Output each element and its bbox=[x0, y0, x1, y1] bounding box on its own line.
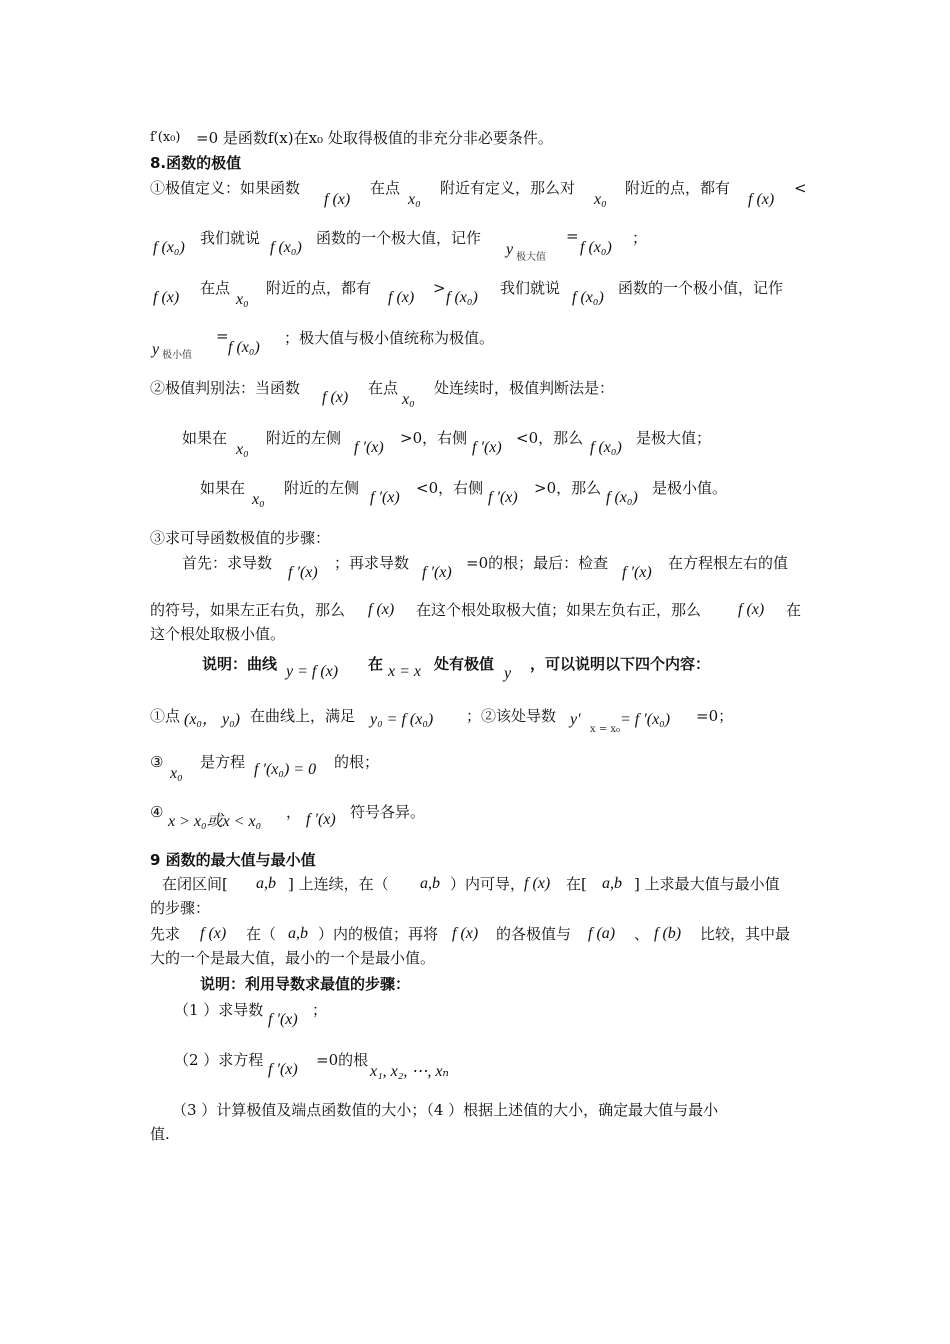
fx-symbol: f (x) bbox=[153, 289, 180, 306]
fx0-symbol: f (x₀) bbox=[270, 239, 302, 256]
content-text-e: 是方程 bbox=[200, 753, 246, 771]
rule-text-d: <0，那么 bbox=[516, 429, 584, 447]
fprime-symbol: f ′(x) bbox=[422, 564, 452, 581]
s9-text-k: 比较，其中最 bbox=[700, 925, 791, 943]
derivative-equation: = f ′(x₀) bbox=[620, 711, 671, 728]
def-text-c: 附近有定义，那么对 bbox=[440, 179, 576, 197]
y-max-subscript: 极大值 bbox=[516, 252, 546, 263]
fprime-x0: f′(x₀) bbox=[150, 130, 181, 145]
ab-symbol: a,b bbox=[420, 875, 440, 892]
def-text-a: ①极值定义：如果函数 bbox=[150, 179, 301, 197]
section-8-title: 8.函数的极值 bbox=[150, 154, 242, 172]
fb-symbol: f (b) bbox=[654, 925, 682, 942]
note-text-b: 在 bbox=[368, 655, 384, 673]
point-label: ①点 bbox=[150, 707, 181, 725]
s9-text-i: 的各极值与 bbox=[496, 925, 572, 943]
def-text-j: 函数的一个极小值，记作 bbox=[618, 279, 784, 297]
less-than: < bbox=[794, 179, 807, 197]
fx0-symbol: f (x₀) bbox=[153, 239, 185, 256]
fa-symbol: f (a) bbox=[588, 925, 616, 942]
fx0-symbol: f (x₀) bbox=[590, 439, 622, 456]
steps-text-f: 在这个根处取极大值；如果左负右正，那么 bbox=[416, 601, 702, 619]
curve-expression: y = f (x) bbox=[286, 663, 339, 680]
fx-symbol: f (x) bbox=[324, 191, 351, 208]
def-text-d: 附近的点，都有 bbox=[625, 179, 731, 197]
rule-text-b: 附近的左侧 bbox=[284, 479, 360, 497]
condition-text: =0 是函数f(x)在x₀ 处取得极值的非充分非必要条件。 bbox=[196, 129, 553, 147]
s9-text-j: 、 bbox=[634, 925, 650, 943]
s9-line-4: 大的一个是最大值，最小的一个是最小值。 bbox=[150, 949, 436, 967]
circle-4: ④ bbox=[150, 803, 164, 821]
ab-symbol: a,b bbox=[602, 875, 622, 892]
fprime-symbol: f ′(x) bbox=[370, 489, 400, 506]
def-text-e: 我们就说 bbox=[200, 229, 261, 247]
fprime-symbol: f ′(x) bbox=[268, 1011, 298, 1028]
comma: ， bbox=[286, 803, 302, 821]
steps-text-d: 在方程根左右的值 bbox=[668, 554, 789, 572]
s9-text-g: 在（ bbox=[246, 925, 277, 943]
rule-text-d: >0，那么 bbox=[534, 479, 602, 497]
x0-symbol: x₀ bbox=[252, 491, 265, 508]
judge-text-a: ②极值判别法：当函数 bbox=[150, 379, 301, 397]
fx-symbol: f (x) bbox=[452, 925, 479, 942]
def-text-h: 附近的点，都有 bbox=[266, 279, 372, 297]
ab-symbol: a,b bbox=[256, 875, 276, 892]
rule-text-c: >0，右侧 bbox=[400, 429, 468, 447]
x0-symbol: x₀ bbox=[594, 191, 607, 208]
fx-symbol: f (x) bbox=[388, 289, 415, 306]
step-2-root: =0的根 bbox=[316, 1051, 369, 1069]
note-text-d: ，可以说明以下四个内容： bbox=[530, 655, 711, 673]
s9-line-2: 的步骤： bbox=[150, 899, 211, 917]
equals: = bbox=[216, 327, 229, 345]
step-1-text: （1 ）求导数 bbox=[174, 1001, 264, 1019]
x0-symbol: x₀ bbox=[170, 765, 183, 782]
fx-symbol: f (x) bbox=[748, 191, 775, 208]
s9-note-text: 说明：利用导数求最值的步骤： bbox=[200, 975, 411, 993]
def-text-g: 在点 bbox=[200, 279, 231, 297]
x0-symbol: x₀ bbox=[236, 291, 249, 308]
rule-text-c: <0，右侧 bbox=[416, 479, 484, 497]
step-2-text: （2 ）求方程 bbox=[174, 1051, 264, 1069]
greater-than: > bbox=[433, 279, 446, 297]
fx0-symbol: f (x₀) bbox=[572, 289, 604, 306]
note-text-c: 处有极值 bbox=[434, 655, 495, 673]
def-text-f: 函数的一个极大值，记作 bbox=[316, 229, 482, 247]
s9-text-d: 在[ bbox=[566, 875, 587, 893]
y0-equation: y₀ = f (x₀) bbox=[370, 711, 434, 728]
fprime-symbol: f ′(x) bbox=[488, 489, 518, 506]
s9-text-h: ）内的极值；再将 bbox=[318, 925, 439, 943]
def-text-b: 在点 bbox=[370, 179, 401, 197]
y-prime-subscript: x = x₀ bbox=[590, 724, 621, 735]
steps-text-b: ；再求导数 bbox=[334, 554, 410, 572]
content-text-f: 的根； bbox=[334, 753, 380, 771]
content-text-b: 在曲线上，满足 bbox=[250, 707, 356, 725]
def-text-i: 我们就说 bbox=[500, 279, 561, 297]
circle-3: ③ bbox=[150, 753, 164, 771]
section-9-title: 9 函数的最大值与最小值 bbox=[150, 851, 316, 869]
note-text-a: 说明：曲线 bbox=[202, 655, 278, 673]
steps-text-a: 首先：求导数 bbox=[182, 554, 273, 572]
rule-text-a: 如果在 bbox=[200, 479, 246, 497]
fx-symbol: f (x) bbox=[524, 875, 551, 892]
s9-text-a: 在闭区间[ bbox=[162, 875, 228, 893]
x0-symbol: x₀ bbox=[402, 391, 415, 408]
fx0-symbol: f (x₀) bbox=[606, 489, 638, 506]
y-min-subscript: 极小值 bbox=[162, 350, 192, 361]
fx0-symbol: f (x₀) bbox=[580, 239, 612, 256]
x-equals-x0: x = x bbox=[388, 663, 421, 680]
steps-text-c: =0的根；最后：检查 bbox=[466, 554, 609, 572]
s9-text-f: 先求 bbox=[150, 925, 181, 943]
y0-symbol: y bbox=[504, 665, 512, 682]
y-min: y bbox=[152, 341, 160, 358]
point-expression: (x₀， y₀) bbox=[184, 711, 240, 728]
fx-symbol: f (x) bbox=[322, 389, 349, 406]
rule-text-e: 是极大值； bbox=[636, 429, 712, 447]
semicolon: ； bbox=[632, 229, 648, 247]
s9-text-c: ）内可导， bbox=[450, 875, 526, 893]
roots-list: x₁, x₂, ⋯, xₙ bbox=[370, 1063, 449, 1080]
fx0-symbol: f (x₀) bbox=[228, 339, 260, 356]
x0-symbol: x₀ bbox=[408, 191, 421, 208]
fprime-symbol: f ′(x) bbox=[288, 564, 318, 581]
fx-symbol: f (x) bbox=[200, 925, 227, 942]
steps-line-3: 这个根处取极小值。 bbox=[150, 625, 286, 643]
fx-symbol: f (x) bbox=[738, 601, 765, 618]
s9-step-4: 值. bbox=[150, 1125, 170, 1143]
rule-text-a: 如果在 bbox=[182, 429, 228, 447]
steps-text-e: 的符号，如果左正右负，那么 bbox=[150, 601, 346, 619]
steps-title: ③求可导函数极值的步骤： bbox=[150, 529, 331, 547]
fx0-symbol: f (x₀) bbox=[446, 289, 478, 306]
fprime-symbol: f ′(x) bbox=[354, 439, 384, 456]
s9-text-e: ] 上求最大值与最小值 bbox=[634, 875, 780, 893]
equation-root: f ′(x₀) = 0 bbox=[254, 761, 317, 778]
step-1-semicolon: ； bbox=[312, 1001, 328, 1019]
steps-text-g: 在 bbox=[786, 601, 802, 619]
y-prime: y′ bbox=[570, 711, 581, 728]
rule-text-b: 附近的左侧 bbox=[266, 429, 342, 447]
rule-text-e: 是极小值。 bbox=[652, 479, 728, 497]
s9-text-b: ] 上连续，在（ bbox=[288, 875, 389, 893]
ab-symbol: a,b bbox=[288, 925, 308, 942]
fx-symbol: f (x) bbox=[368, 601, 395, 618]
content-text-c: ；②该处导数 bbox=[466, 707, 557, 725]
fprime-symbol: f ′(x) bbox=[472, 439, 502, 456]
fprime-symbol: f ′(x) bbox=[622, 564, 652, 581]
x0-symbol: x₀ bbox=[236, 441, 249, 458]
y-max: y bbox=[506, 241, 514, 258]
fprime-symbol: f ′(x) bbox=[306, 811, 336, 828]
equals: = bbox=[566, 227, 579, 245]
step-3-text: （3 ）计算极值及端点函数值的大小；（4 ）根据上述值的大小，确定最大值与最小 bbox=[172, 1101, 719, 1119]
judge-text-c: 处连续时，极值判断法是： bbox=[434, 379, 615, 397]
content-text-g: 符号各异。 bbox=[350, 803, 426, 821]
def-text-k: ；极大值与极小值统称为极值。 bbox=[284, 329, 495, 347]
content-text-d: =0； bbox=[696, 707, 734, 725]
inequality: x > x₀或x < x₀ bbox=[168, 813, 262, 830]
fprime-symbol: f ′(x) bbox=[268, 1061, 298, 1078]
judge-text-b: 在点 bbox=[368, 379, 399, 397]
